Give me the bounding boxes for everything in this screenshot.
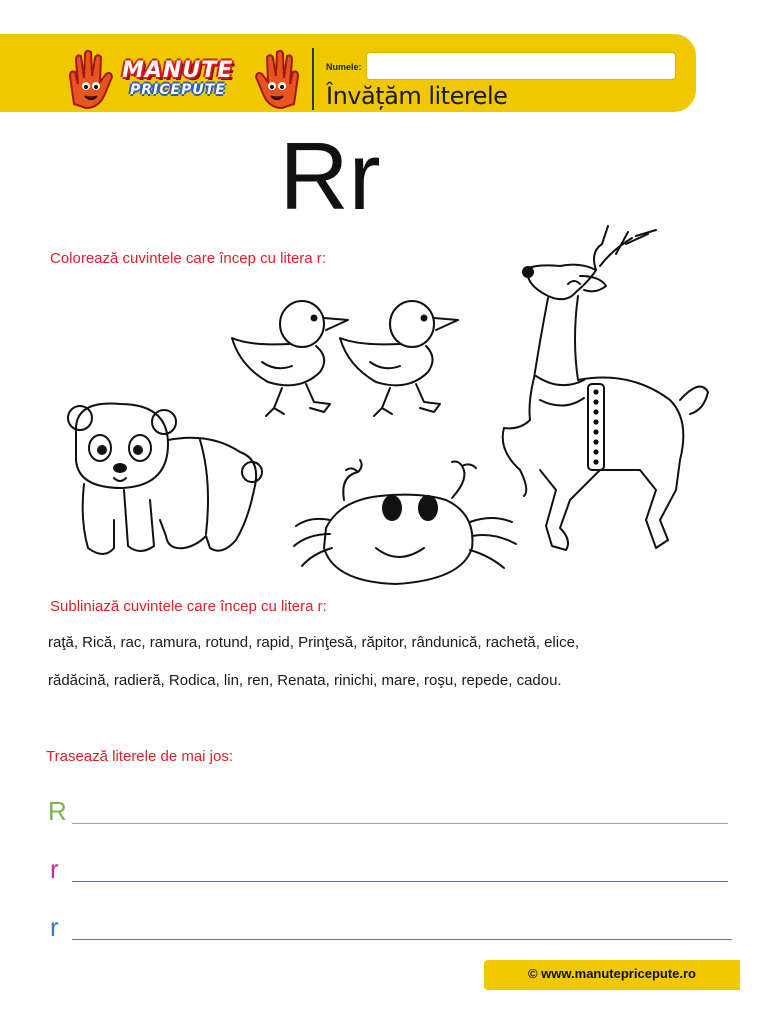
logo-line2: PRICEPUTE (130, 82, 226, 98)
trace-line-3[interactable] (72, 939, 732, 940)
footer-text[interactable]: © www.manutepricepute.ro (527, 966, 696, 981)
logo-line1: MANUTE (122, 58, 234, 83)
name-label: Numele: (326, 62, 362, 72)
word-list-line-1[interactable]: raţă, Rică, rac, ramura, rotund, rapid, Prinţesă, răpitor, rândunică, rachetă, elice, (48, 634, 580, 651)
underline-instruction: Subliniază cuvintele care încep cu litera r: (50, 598, 327, 615)
duckling-1-icon[interactable] (232, 301, 348, 416)
panda-icon[interactable] (68, 404, 262, 554)
duckling-2-icon[interactable] (340, 301, 458, 416)
color-instruction: Colorează cuvintele care încep cu litera r: (50, 250, 326, 267)
reindeer-icon[interactable] (503, 226, 708, 550)
header-title: Învățăm literele (326, 82, 508, 110)
trace-letter-1: R (48, 796, 67, 826)
trace-letter-2: r (50, 854, 59, 884)
trace-instruction: Trasează literele de mai jos: (46, 748, 234, 765)
footer-badge (484, 960, 740, 990)
word-list-line-2[interactable]: rădăcină, radieră, Rodica, lin, ren, Renata, rinichi, mare, roşu, repede, cadou. (48, 672, 562, 689)
trace-letter-3: r (50, 912, 59, 942)
trace-line-2[interactable] (72, 881, 728, 882)
big-letter: Rr (279, 123, 381, 230)
trace-line-1[interactable] (72, 823, 728, 824)
crab-icon[interactable] (294, 460, 516, 584)
